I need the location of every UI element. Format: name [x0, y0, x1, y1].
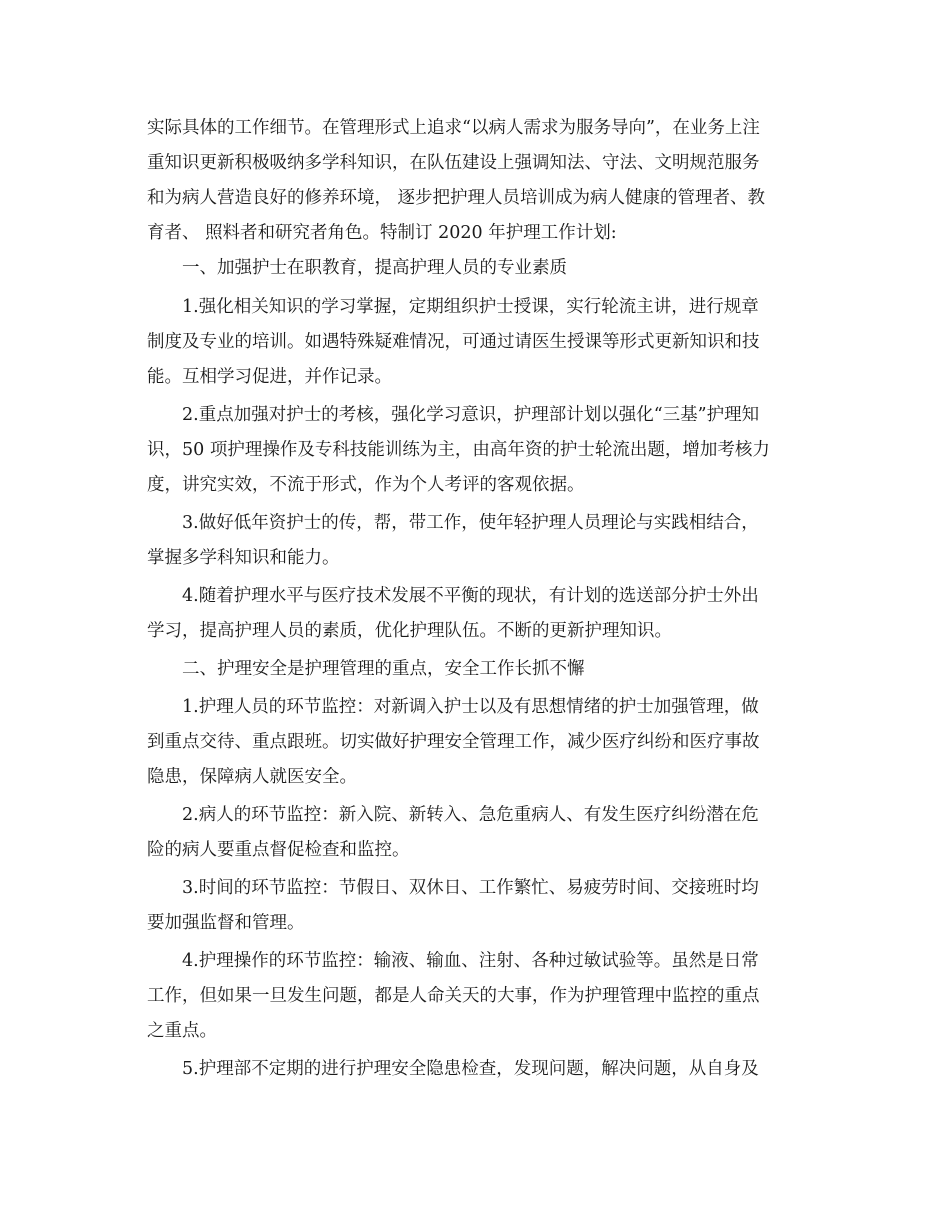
- text-line: 隐患，保障病人就医安全。: [147, 767, 357, 787]
- section-heading: 二、护理安全是护理管理的重点，安全工作长抓不懈: [182, 659, 585, 679]
- text-line: 能。互相学习促进，并作记录。: [147, 367, 392, 387]
- text-line: 工作，但如果一旦发生问题，都是人命关天的大事，作为护理管理中监控的重点: [147, 986, 760, 1006]
- text-line: 实际具体的工作细节。在管理形式上追求“以病人需求为服务导向”，在业务上注: [147, 118, 760, 138]
- text-line: 学习，提高护理人员的素质，优化护理队伍。不断的更新护理知识。: [147, 621, 672, 641]
- section-heading: 一、加强护士在职教育，提高护理人员的专业素质: [182, 258, 567, 278]
- text-line: 之重点。: [147, 1021, 217, 1041]
- text-line: 育者、 照料者和研究者角色。特制订 2020 年护理工作计划:: [147, 223, 617, 243]
- text-line: 到重点交待、重点跟班。切实做好护理安全管理工作，减少医疗纠纷和医疗事故: [147, 732, 760, 752]
- text-line: 3.时间的环节监控：节假日、双休日、工作繁忙、易疲劳时间、交接班时均: [182, 878, 759, 898]
- text-line: 4.随着护理水平与医疗技术发展不平衡的现状，有计划的选送部分护士外出: [182, 586, 759, 606]
- text-line: 2.病人的环节监控：新入院、新转入、急危重病人、有发生医疗纠纷潜在危: [182, 805, 759, 825]
- text-line: 5.护理部不定期的进行护理安全隐患检查，发现问题，解决问题，从自身及: [182, 1059, 759, 1079]
- text-line: 重知识更新积极吸纳多学科知识，在队伍建设上强调知法、守法、文明规范服务: [147, 153, 760, 173]
- text-line: 1.护理人员的环节监控：对新调入护士以及有思想情绪的护士加强管理，做: [182, 697, 759, 717]
- text-line: 4.护理操作的环节监控：输液、输血、注射、各种过敏试验等。虽然是日常: [182, 951, 759, 971]
- text-line: 度，讲究实效，不流于形式，作为个人考评的客观依据。: [147, 475, 585, 495]
- text-line: 2.重点加强对护士的考核，强化学习意识，护理部计划以强化“三基”护理知: [182, 405, 760, 425]
- text-line: 险的病人要重点督促检查和监控。: [147, 840, 410, 860]
- text-line: 要加强监督和管理。: [147, 913, 305, 933]
- text-line: 和为病人营造良好的修养环境， 逐步把护理人员培训成为病人健康的管理者、教: [147, 188, 766, 208]
- text-line: 3.做好低年资护士的传，帮，带工作，使年轻护理人员理论与实践相结合，: [182, 513, 759, 533]
- text-line: 制度及专业的培训。如遇特殊疑难情况，可通过请医生授课等形式更新知识和技: [147, 332, 760, 352]
- text-line: 识，50 项护理操作及专科技能训练为主，由高年资的护士轮流出题，增加考核力: [147, 440, 770, 460]
- text-line: 1.强化相关知识的学习掌握，定期组织护士授课，实行轮流主讲，进行规章: [182, 297, 759, 317]
- text-line: 掌握多学科知识和能力。: [147, 548, 340, 568]
